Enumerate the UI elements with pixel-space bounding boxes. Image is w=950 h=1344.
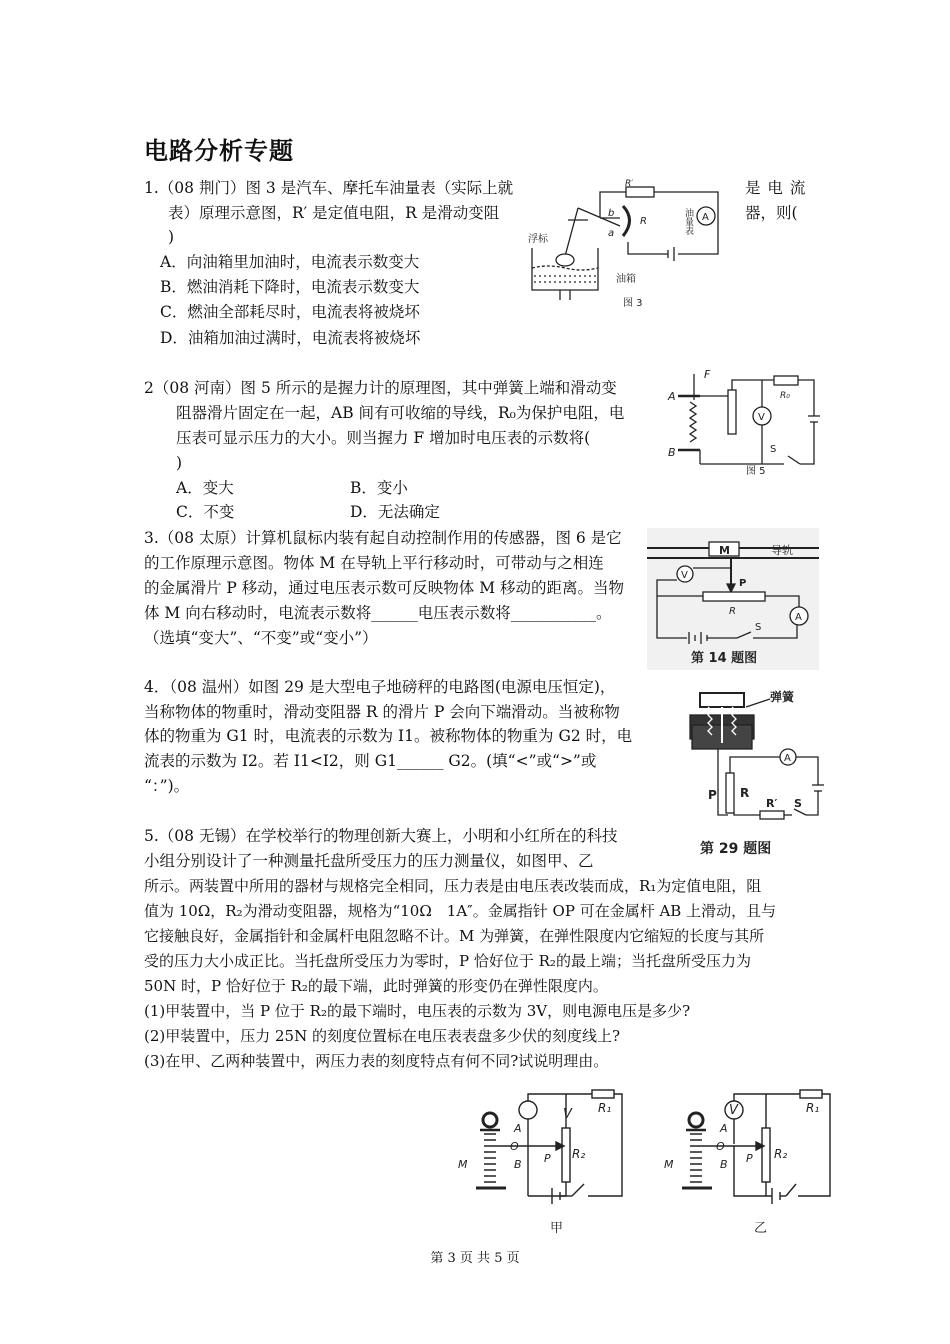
yi-label-b: B <box>720 1158 728 1171</box>
fig5-label-r0: R₀ <box>780 391 790 401</box>
fig6-ammeter-label: A <box>795 612 802 623</box>
q5-line-1: 5.（08 无锡）在学校举行的物理创新大赛上，小明和小红所在的科技 <box>144 827 618 845</box>
q5-line-7: 50N 时，P 恰好位于 R₂的最下端，此时弹簧的形变仍在弹性限度内。 <box>144 977 608 995</box>
q2-option-a: A．变大 <box>176 479 234 497</box>
q5-question-1: (1)甲装置中，当 P 位于 R₂的最下端时，电压表的示数为 3V，则电源电压是多少? <box>144 1002 691 1020</box>
yi-label-a: A <box>720 1122 728 1135</box>
q2-line-2: 阻器滑片固定在一起，AB 间有可收缩的导线，R₀为保护电阻，电 <box>176 404 625 422</box>
fig3-label-b: b <box>608 208 615 219</box>
q5-line-3: 所示。两装置中所用的器材与规格完全相同，压力表是由电压表改装而成，R₁为定值电阻，阻 <box>144 877 762 895</box>
fig3-ammeter-label: A <box>702 212 709 223</box>
q5-line-5: 它接触良好，金属指针和金属杆电阻忽略不计。M 为弹簧，在弹性限度内它缩短的长度与其所 <box>144 927 765 945</box>
fuel-gauge-figure <box>528 178 738 318</box>
fig5-label-a: A <box>668 390 676 403</box>
fig5-voltmeter-label: V <box>758 412 765 423</box>
grip-meter-figure <box>664 366 832 476</box>
yi-label-r2: R₂ <box>774 1147 788 1161</box>
fig29-label-rprime: R′ <box>766 797 778 810</box>
jia-label-b: B <box>514 1158 522 1171</box>
weighbridge-figure <box>678 685 840 860</box>
mouse-sensor-figure <box>647 528 819 670</box>
page-footer: 第 3 页 共 5 页 <box>430 1251 520 1266</box>
jia-label-v: V <box>563 1107 572 1122</box>
q1-line-1-right: 是 电 流 <box>745 179 807 197</box>
q4-line-2: 当称物体的物重时，滑动变阻器 R 的滑片 P 会向下端滑动。当被称物 <box>144 703 620 721</box>
fig6-caption: 第 14 题图 <box>691 651 758 666</box>
q1-line-3: ) <box>168 228 175 246</box>
page-title: 电路分析专题 <box>144 137 294 165</box>
q3-line-5: （选填“变大”、“不变”或“变小”） <box>144 629 378 647</box>
pressure-gauge-figure-yi <box>662 1088 852 1240</box>
yi-caption: 乙 <box>754 1221 768 1236</box>
fig5-caption: 图 5 <box>746 466 766 476</box>
fig29-label-r: R <box>740 786 750 800</box>
q2-line-3: 压表可显示压力的大小。则当握力 F 增加时电压表的示数将( <box>176 429 591 447</box>
yi-label-p: P <box>746 1152 753 1165</box>
q2-option-c: C．不变 <box>176 503 235 521</box>
fig3-label-rprime: R′ <box>625 179 634 189</box>
fig29-caption: 第 29 题图 <box>700 841 772 857</box>
jia-label-p: P <box>544 1152 551 1165</box>
jia-label-r2: R₂ <box>572 1147 586 1161</box>
q5-line-6: 受的压力大小成正比。当托盘所受压力为零时，P 恰好位于 R₂的最上端；当托盘所受压力为 <box>144 952 751 970</box>
fig3-label-meter: 油量表 <box>683 208 693 235</box>
yi-label-v: V <box>729 1103 738 1118</box>
fig6-label-r: R <box>729 606 736 617</box>
jia-label-m: M <box>458 1158 468 1171</box>
q4-line-1: 4．（08 温州）如图 29 是大型电子地磅秤的电路图(电源电压恒定)， <box>144 678 616 696</box>
fig5-label-b: B <box>668 446 676 459</box>
fig3-label-tank: 油箱 <box>616 274 636 285</box>
fig5-label-f: F <box>704 368 711 381</box>
q5-line-4: 值为 10Ω，R₂为滑动变阻器，规格为“10Ω 1A″。金属指针 OP 可在金属杆 AB 上滑动，且与 <box>144 902 777 920</box>
q3-line-1: 3.（08 太原）计算机鼠标内装有起自动控制作用的传感器，图 6 是它 <box>144 529 622 547</box>
q3-line-2: 的工作原理示意图。物体 M 在导轨上平行移动时，可带动与之相连 <box>144 554 604 572</box>
q2-option-b: B．变小 <box>350 479 408 497</box>
q1-line-2: 表）原理示意图，R′ 是定值电阻，R 是滑动变阻 <box>168 204 500 222</box>
q1-line-2-right: 器，则( <box>745 204 798 222</box>
fig3-label-r: R <box>640 216 647 227</box>
pressure-gauge-figure-jia <box>452 1088 642 1240</box>
fig29-label-s: S <box>794 797 802 810</box>
fig3-caption: 图 3 <box>623 298 643 309</box>
fig29-label-p: P <box>708 788 717 802</box>
fig3-label-float: 浮标 <box>528 234 548 245</box>
jia-label-o: O <box>510 1140 519 1153</box>
q1-option-b: B．燃油消耗下降时，电流表示数变大 <box>160 278 420 296</box>
jia-label-r1: R₁ <box>598 1101 612 1115</box>
fig6-label-rail: 导轨 <box>771 544 793 557</box>
fig5-label-s: S <box>770 444 777 455</box>
yi-label-m: M <box>664 1158 674 1171</box>
q3-line-4: 体 M 向右移动时，电流表示数将______电压表示数将___________。 <box>144 604 612 622</box>
q2-line-1: 2（08 河南）图 5 所示的是握力计的原理图，其中弹簧上端和滑动变 <box>144 379 617 397</box>
fig29-ammeter-label: A <box>784 753 791 764</box>
q1-option-d: D．油箱加油过满时，电流表将被烧坏 <box>160 329 421 347</box>
fig6-label-s: S <box>755 622 762 633</box>
fig29-label-spring: 弹簧 <box>770 690 795 704</box>
q4-line-4: 流表的示数为 I2。若 I1<I2，则 G1______ G2。(填“<”或“>”或 <box>144 752 597 770</box>
jia-caption: 甲 <box>550 1221 564 1236</box>
q5-line-2: 小组分别设计了一种测量托盘所受压力的压力测量仪，如图甲、乙 <box>144 852 594 870</box>
jia-label-a: A <box>514 1122 522 1135</box>
q5-question-3: (3)在甲、乙两种装置中，两压力表的刻度特点有何不同?试说明理由。 <box>144 1052 609 1070</box>
yi-label-o: O <box>716 1140 725 1153</box>
fig6-voltmeter-label: V <box>681 570 688 581</box>
q3-line-3: 的金属滑片 P 移动，通过电压表示数可反映物体 M 移动的距离。当物 <box>144 579 625 597</box>
fig6-label-m: M <box>719 544 730 557</box>
q4-line-5: “：”)。 <box>144 777 190 795</box>
yi-label-r1: R₁ <box>806 1101 820 1115</box>
q1-option-a: A．向油箱里加油时，电流表示数变大 <box>160 253 420 271</box>
fig6-label-p: P <box>739 578 747 589</box>
fig3-label-a: a <box>608 228 615 239</box>
q1-option-c: C．燃油全部耗尽时，电流表将被烧坏 <box>160 303 420 321</box>
q2-line-4: ) <box>176 454 183 472</box>
q4-line-3: 体的物重为 G1 时，电流表的示数为 I1。被称物体的物重为 G2 时，电 <box>144 727 633 745</box>
q2-option-d: D．无法确定 <box>350 503 440 521</box>
q1-line-1: 1.（08 荆门）图 3 是汽车、摩托车油量表（实际上就 <box>144 179 514 197</box>
q5-question-2: (2)甲装置中，压力 25N 的刻度位置标在电压表表盘多少伏的刻度线上? <box>144 1027 621 1045</box>
